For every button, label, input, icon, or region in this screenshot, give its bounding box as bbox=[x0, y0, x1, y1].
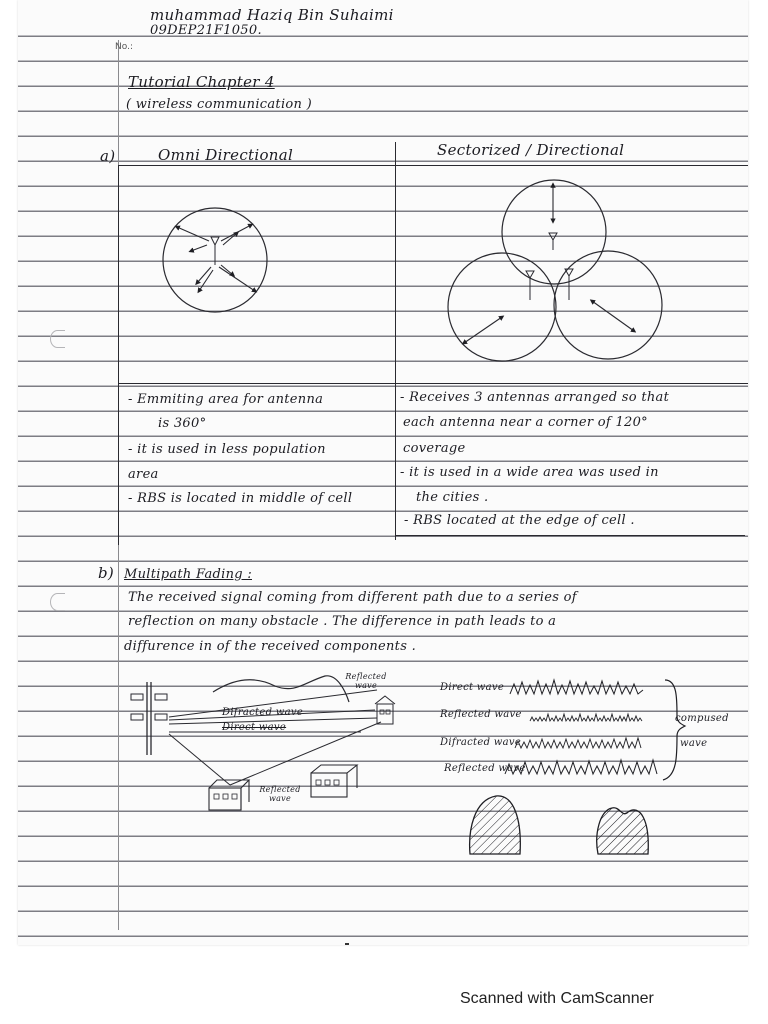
omni-directional-diagram bbox=[155, 205, 280, 315]
part-a-label: a) bbox=[100, 147, 116, 165]
legend-reflected-wave-2: Reflected wave bbox=[444, 763, 526, 774]
sectorized-note-4: - it is used in a wide area was used in bbox=[400, 465, 659, 480]
sectorized-note-2: each antenna near a corner of 120° bbox=[403, 415, 648, 430]
omni-heading: Omni Directional bbox=[158, 146, 294, 164]
legend-reflected-wave-1: Reflected wave bbox=[440, 709, 522, 720]
table-bottom-border bbox=[395, 535, 745, 536]
sectorized-note-5: the cities . bbox=[416, 490, 489, 505]
hatched-obstacle-shapes bbox=[460, 790, 710, 860]
legend-diffracted-wave: Difracted wave bbox=[440, 737, 522, 748]
omni-note-4: area bbox=[128, 467, 159, 482]
table-top-border bbox=[118, 165, 748, 166]
wave-squiggles bbox=[505, 676, 708, 786]
omni-note-5: - RBS is located in middle of cell bbox=[128, 491, 353, 506]
sectorized-note-1: - Receives 3 antennas arranged so that bbox=[400, 390, 670, 405]
legend-direct-wave: Direct wave bbox=[440, 682, 505, 693]
table-row-divider bbox=[118, 383, 748, 384]
omni-note-2: is 360° bbox=[158, 416, 207, 431]
multipath-heading: Multipath Fading : bbox=[124, 567, 252, 582]
tutorial-subtitle: ( wireless communication ) bbox=[126, 97, 313, 112]
reflected-wave-top-label: Reflected wave bbox=[345, 672, 387, 690]
reflected-wave-bottom-label: Reflected wave bbox=[259, 785, 301, 803]
binder-hole bbox=[50, 330, 65, 348]
tutorial-title: Tutorial Chapter 4 bbox=[128, 73, 275, 91]
sectorized-heading: Sectorized / Directional bbox=[437, 141, 625, 159]
table-left-border bbox=[118, 165, 119, 545]
sectorized-diagram bbox=[440, 175, 670, 365]
composed-wave-label-1: compused bbox=[675, 713, 729, 724]
diffracted-wave-label: Difracted wave bbox=[222, 707, 304, 718]
multipath-text-2: reflection on many obstacle . The difference in path leads to a bbox=[128, 614, 557, 629]
student-name: muhammad Haziq Bin Suhaimi bbox=[150, 6, 394, 24]
multipath-text-3: diffurence in of the received components . bbox=[124, 639, 417, 654]
student-id: 09DEP21F1050. bbox=[150, 23, 262, 38]
pen-mark bbox=[345, 943, 349, 945]
multipath-text-1: The received signal coming from different path due to a series of bbox=[128, 590, 577, 605]
no-label: No.: bbox=[115, 42, 133, 52]
omni-note-1: - Emmiting area for antenna bbox=[128, 392, 324, 407]
part-b-label: b) bbox=[98, 564, 115, 582]
composed-wave-label-2: wave bbox=[680, 738, 708, 749]
omni-note-3: - it is used in less population bbox=[128, 442, 326, 457]
sectorized-note-6: - RBS located at the edge of cell . bbox=[404, 513, 635, 528]
table-column-divider bbox=[395, 142, 396, 540]
camscanner-footer: Scanned with CamScanner bbox=[460, 990, 654, 1007]
sectorized-note-3: coverage bbox=[403, 441, 466, 456]
binder-hole bbox=[50, 593, 65, 611]
direct-wave-label: Direct wave bbox=[222, 722, 287, 733]
